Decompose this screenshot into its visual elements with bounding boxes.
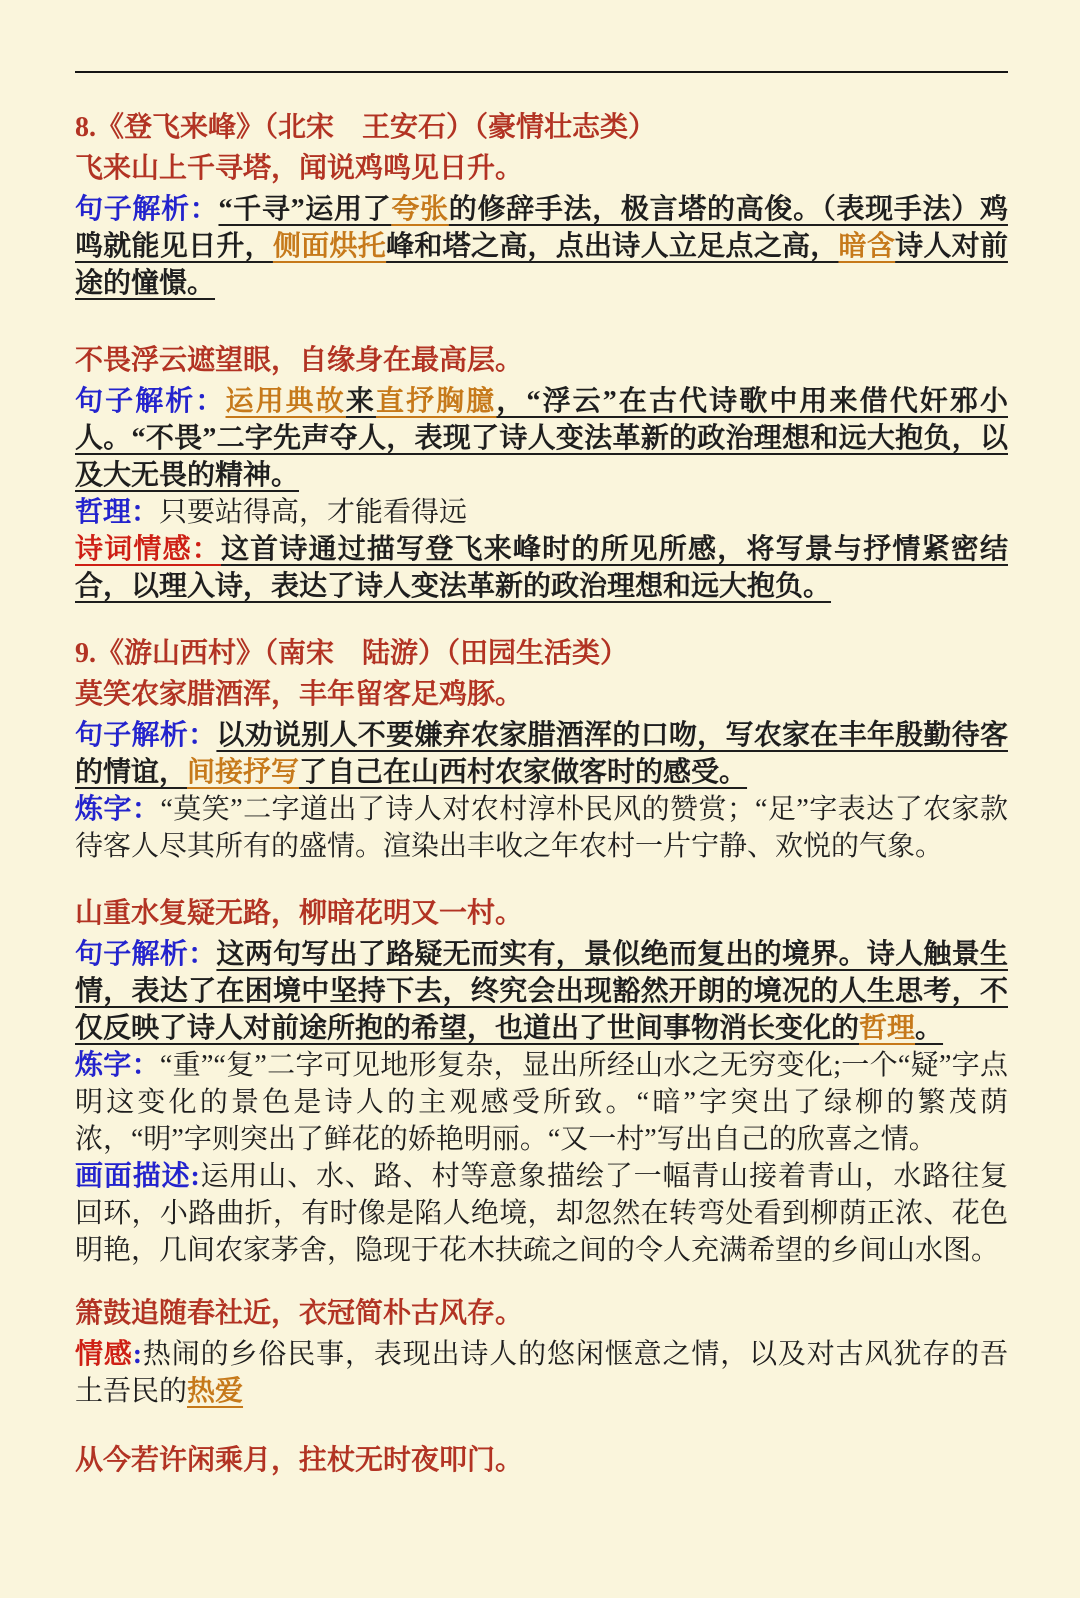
highlight-term: 直抒胸臆 [375,386,497,417]
emotion-label: 情感 [75,1339,133,1370]
analysis-text: ，“浮云”在古代诗歌中用来借代奸邪小人。“不畏”二字先声夺人，表现了诗人变法革新的政治理想和远大抱负，以及大无畏的精神。 [75,386,1008,491]
highlight-term: 侧面烘托 [272,231,387,262]
analysis-text: 峰和塔之高，点出诗人立足点之高， [386,231,839,262]
emotion-text: 这首诗通过描写登飞来峰时的所见所感，将写景与抒情紧密结合，以理入诗，表达了诗人变法革新的政治理想和远大抱负。 [75,534,1008,602]
sentence-analysis-feilai-2 [75,383,1008,494]
section-8-title: 8.《登飞来峰》（北宋 王安石）（豪情壮志类） [75,112,657,143]
analysis-text: 。 [915,1013,944,1044]
diction-text: “重”“复”二字可见地形复杂，显出所经山水之无穷变化;一个“疑”字点明这变化的景色是诗人的主观感受所致。“暗”字突出了绿柳的繁茂荫浓，“明”字则突出了鲜花的娇艳明丽。“又一村”写出自己的欣喜之情。 [75,1050,1008,1155]
sentence-analysis-feilai-1 [75,191,1008,302]
emotion-text: 热闹的乡俗民事，表现出诗人的悠闲惬意之情，以及对古风犹存的吾土吾民的 [75,1339,1008,1407]
poem-line-feilai-1: 飞来山上千寻塔，闻说鸡鸣见日升。 [75,153,524,184]
highlight-term: 运用典故 [225,386,346,417]
section-9-title: 9.《游山西村》（南宋 陆游）（田园生活类） [75,638,629,669]
analysis-text: 这两句写出了路疑无而实有，景似绝而复出的境界。诗人触景生情，表达了在困境中坚持下去，终究会出现豁然开朗的境况的人生思考，不仅反映了诗人对前途所抱的希望，也道出了世间事物消长变化的 [75,939,1008,1044]
notes-page [0,71,1080,1598]
analysis-label: 句子解析： [75,939,217,970]
analysis-text: 来 [345,386,376,417]
philosophy-note [75,494,1008,531]
diction-note-1 [75,791,1008,865]
analysis-label: 句子解析： [75,720,217,751]
analysis-label: 句子解析： [75,386,226,417]
scene-label: 画面描述: [75,1161,200,1192]
analysis-text: 以劝说别人不要嫌弃农家腊酒浑的口吻，写农家在丰年殷勤待客的情谊， [75,720,1008,788]
scene-text: 运用山、水、路、村等意象描绘了一幅青山接着青山，水路往复回环，小路曲折，有时像是陷人绝境，却忽然在转弯处看到柳荫正浓、花色明艳，几间农家茅舍，隐现于花木扶疏之间的令人充满希望的乡间山水图。 [75,1161,1008,1266]
emotion-note [75,1336,1008,1410]
analysis-text: 了自己在山西村农家做客时的感受。 [299,757,748,788]
poem-line-feilai-2: 不畏浮云遮望眼，自缘身在最高层。 [75,345,524,376]
highlight-term: 哲理 [859,1013,916,1044]
analysis-text: 的修辞手法，极言塔的高俊。（表现手法）鸡鸣就能见日升， [75,194,1008,262]
diction-label: 炼字： [75,794,161,825]
diction-label: 炼字： [75,1050,160,1081]
top-divider [75,71,1008,73]
poem-emotion-note [75,531,1008,605]
highlight-term: 夸张 [391,194,449,225]
emotion-colon: : [132,1339,143,1370]
poem-line-youshanxicun-3: 箫鼓追随春社近，衣冠简朴古风存。 [75,1298,524,1329]
analysis-label: 句子解析： [75,194,219,225]
poem-line-youshanxicun-2: 山重水复疑无路，柳暗花明又一村。 [75,898,524,929]
highlight-term: 暗含 [838,231,896,262]
highlight-term: 间接抒写 [187,757,300,788]
poem-line-youshanxicun-4: 从今若许闲乘月，拄杖无时夜叩门。 [75,1445,524,1476]
analysis-text: “千寻”运用了 [218,194,392,225]
sentence-analysis-youshanxicun-1 [75,717,1008,791]
diction-note-2 [75,1047,1008,1158]
diction-text: “莫笑”二字道出了诗人对农村淳朴民风的赞赏；“足”字表达了农家款待客人尽其所有的盛情。渲染出丰收之年农村一片宁静、欢悦的气象。 [75,794,1008,862]
analysis-text: 诗人对前途的憧憬。 [75,231,1008,299]
philosophy-label: 哲理： [75,497,160,528]
sentence-analysis-youshanxicun-2 [75,936,1008,1047]
poem-line-youshanxicun-1: 莫笑农家腊酒浑，丰年留客足鸡豚。 [75,679,524,710]
philosophy-text: 只要站得高，才能看得远 [159,497,468,528]
emotion-label: 诗词情感： [75,534,221,565]
scene-description-note [75,1158,1008,1269]
highlight-term: 热爱 [187,1376,244,1407]
